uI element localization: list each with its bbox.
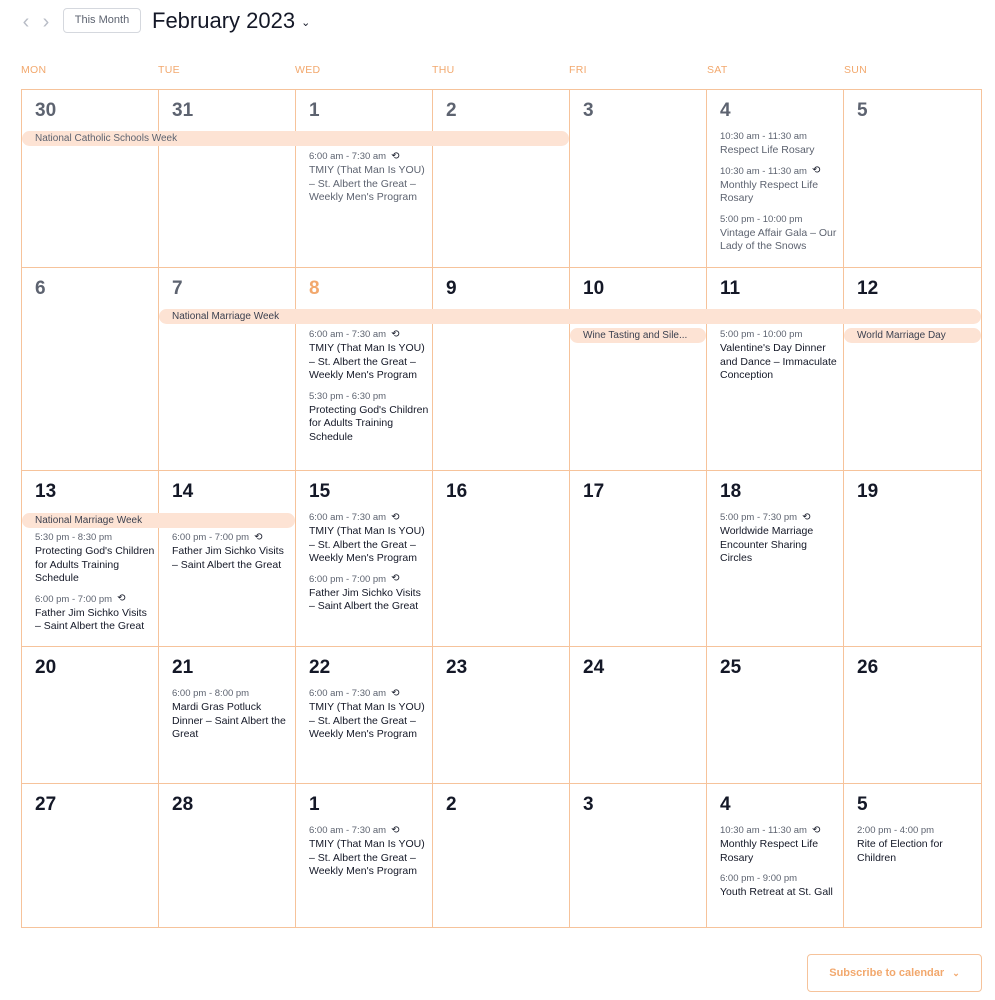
calendar-event[interactable] [35, 593, 155, 634]
day-cell[interactable] [707, 471, 844, 647]
day-cell[interactable] [22, 90, 159, 268]
event-time [857, 824, 977, 837]
event-title[interactable]: Father Jim Sichko Visits – Saint Albert the Great [309, 586, 421, 612]
day-number[interactable]: 10 [583, 278, 605, 299]
event-title[interactable]: TMIY (That Man Is YOU) – St. Albert the Great – Weekly Men's Program [309, 525, 425, 564]
event-title[interactable]: TMIY (That Man Is YOU) – St. Albert the Great – Weekly Men's Program [309, 164, 425, 203]
event-title[interactable]: Youth Retreat at St. Gall [720, 886, 833, 898]
event-time [720, 213, 840, 226]
day-number[interactable]: 4 [720, 794, 731, 815]
event-title[interactable]: Worldwide Marriage Encounter Sharing Circles [720, 525, 814, 564]
recurring-icon: ⟲ [811, 165, 821, 176]
multi-day-event-bar[interactable]: Wine Tasting and Sile... [570, 328, 706, 343]
event-time [720, 130, 840, 143]
day-number[interactable]: 15 [309, 481, 331, 502]
day-number[interactable]: 25 [720, 657, 742, 678]
month-picker[interactable] [152, 6, 310, 36]
event-time [309, 150, 429, 163]
calendar-event[interactable] [720, 824, 840, 865]
calendar-event[interactable] [309, 390, 429, 445]
day-cell[interactable] [159, 268, 296, 471]
day-number[interactable]: 20 [35, 657, 57, 678]
day-number[interactable]: 2 [446, 100, 457, 121]
event-title[interactable]: Mardi Gras Potluck Dinner – Saint Albert the Great [172, 701, 286, 740]
day-cell[interactable] [296, 471, 433, 647]
calendar-event[interactable] [309, 150, 429, 205]
calendar-event[interactable] [309, 328, 429, 383]
day-cell[interactable] [433, 647, 570, 784]
day-cell[interactable] [296, 268, 433, 471]
event-time-text: 6:00 am - 7:30 am [309, 151, 387, 162]
event-time-text: 10:30 am - 11:30 am [720, 165, 807, 177]
event-title[interactable]: Father Jim Sichko Visits – Saint Albert the Great [172, 545, 284, 571]
recurring-icon: ⟲ [802, 511, 811, 523]
day-cell[interactable] [159, 471, 296, 647]
recurring-icon: ⟲ [391, 328, 400, 340]
chevron-down-icon: ⌄ [952, 967, 960, 978]
day-cell[interactable] [570, 647, 707, 784]
day-cell[interactable] [433, 784, 570, 928]
calendar-event[interactable] [720, 328, 840, 383]
event-title[interactable]: TMIY (That Man Is YOU) – St. Albert the Great – Weekly Men's Program [309, 701, 425, 740]
this-month-button[interactable]: This Month [63, 8, 141, 33]
day-number[interactable]: 30 [35, 100, 57, 121]
event-time-text: 6:00 pm - 7:00 pm [309, 573, 387, 585]
day-number[interactable]: 21 [172, 657, 194, 678]
event-title[interactable]: Protecting God's Children for Adults Training Schedule [35, 545, 155, 584]
weekday-header: FRI [569, 64, 587, 76]
weekday-header: SUN [844, 64, 868, 76]
calendar-grid [21, 89, 982, 928]
day-number[interactable]: 4 [720, 100, 731, 121]
event-time-text: 6:00 am - 7:30 am [309, 329, 387, 340]
event-time [720, 165, 840, 178]
recurring-icon: ⟲ [391, 150, 400, 162]
day-number[interactable]: 17 [583, 481, 605, 502]
day-cell[interactable] [296, 90, 433, 268]
event-time-text: 10:30 am - 11:30 am [720, 131, 807, 142]
day-cell[interactable] [707, 647, 844, 784]
day-cell[interactable] [844, 784, 981, 928]
event-time [309, 687, 429, 700]
event-time-text: 6:00 am - 7:30 am [309, 688, 387, 699]
event-time-text: 5:00 pm - 10:00 pm [720, 213, 803, 225]
day-number[interactable]: 1 [309, 794, 320, 815]
day-number[interactable]: 19 [857, 481, 879, 502]
event-time [309, 824, 429, 837]
event-time [720, 824, 840, 837]
event-time [35, 593, 155, 606]
recurring-icon: ⟲ [811, 824, 821, 836]
day-cell[interactable] [296, 647, 433, 784]
day-cell[interactable] [570, 268, 707, 471]
event-time [309, 511, 429, 524]
calendar-event[interactable] [35, 531, 155, 586]
day-number[interactable]: 9 [446, 278, 457, 299]
event-time-text: 2:00 pm - 4:00 pm [857, 825, 935, 836]
day-number[interactable]: 26 [857, 657, 879, 678]
day-cell[interactable] [159, 784, 296, 928]
event-title[interactable]: TMIY (That Man Is YOU) – St. Albert the Great – Weekly Men's Program [309, 342, 425, 381]
day-cell[interactable] [159, 647, 296, 784]
day-cell[interactable] [707, 784, 844, 928]
calendar-event[interactable] [309, 511, 429, 566]
event-time [309, 573, 429, 586]
event-time-text: 6:00 pm - 9:00 pm [720, 873, 798, 884]
event-title[interactable]: Monthly Respect Life Rosary [720, 178, 819, 204]
day-cell[interactable] [22, 268, 159, 471]
event-time-text: 6:00 am - 7:30 am [309, 825, 387, 836]
event-time-text: 5:30 pm - 6:30 pm [309, 390, 387, 402]
recurring-icon: ⟲ [391, 687, 400, 699]
calendar-event[interactable] [720, 213, 840, 254]
weekday-header: TUE [158, 64, 180, 76]
day-number[interactable]: 5 [857, 100, 868, 121]
calendar-event[interactable] [857, 824, 977, 865]
day-cell[interactable] [433, 268, 570, 471]
event-time-text: 6:00 pm - 7:00 pm [35, 593, 113, 605]
day-number[interactable]: 5 [857, 794, 868, 815]
event-time-text: 10:30 am - 11:30 am [720, 825, 807, 836]
event-time [35, 531, 155, 544]
day-cell[interactable] [22, 471, 159, 647]
day-number[interactable]: 8 [309, 278, 320, 299]
calendar-event[interactable] [309, 573, 429, 614]
event-title[interactable]: Father Jim Sichko Visits – Saint Albert the Great [35, 606, 147, 632]
recurring-icon: ⟲ [391, 824, 400, 836]
event-time [172, 531, 292, 544]
event-title[interactable]: Valentine's Day Dinner and Dance – Immaculate Conception [720, 342, 837, 381]
recurring-icon: ⟲ [254, 531, 263, 543]
day-cell[interactable] [22, 647, 159, 784]
multi-day-event-bar[interactable]: National Marriage Week [22, 513, 295, 528]
day-number[interactable]: 2 [446, 794, 457, 815]
day-number[interactable]: 14 [172, 481, 194, 502]
day-number[interactable]: 3 [583, 100, 594, 121]
event-title[interactable]: Rite of Election for Children [857, 838, 943, 864]
event-time-text: 6:00 pm - 7:00 pm [172, 532, 250, 543]
weekday-header: SAT [707, 64, 728, 76]
calendar-event[interactable] [172, 531, 292, 572]
day-cell[interactable] [433, 90, 570, 268]
month-title: February 2023 [152, 8, 296, 33]
day-cell[interactable] [707, 90, 844, 268]
event-title[interactable]: Respect Life Rosary [720, 144, 815, 156]
event-time-text: 6:00 am - 7:30 am [309, 512, 387, 523]
day-cell[interactable] [433, 471, 570, 647]
day-cell[interactable] [707, 268, 844, 471]
day-number[interactable]: 22 [309, 657, 331, 678]
event-time-text: 5:00 pm - 10:00 pm [720, 329, 803, 340]
day-number[interactable]: 18 [720, 481, 742, 502]
day-cell[interactable] [570, 784, 707, 928]
day-cell[interactable] [570, 471, 707, 647]
prev-month-icon[interactable]: ‹ [22, 11, 30, 33]
event-title[interactable]: Monthly Respect Life Rosary [720, 838, 819, 864]
event-time [172, 687, 292, 700]
chevron-down-icon: ⌄ [301, 17, 311, 29]
day-number[interactable]: 31 [172, 100, 194, 121]
day-number[interactable]: 13 [35, 481, 57, 502]
event-time-text: 5:30 pm - 8:30 pm [35, 532, 113, 543]
day-number[interactable]: 7 [172, 278, 183, 299]
event-title[interactable]: Vintage Affair Gala – Our Lady of the Snows [720, 226, 837, 252]
multi-day-event-bar[interactable]: National Marriage Week [159, 309, 981, 324]
event-time-text: 5:00 pm - 7:30 pm [720, 512, 798, 523]
day-number[interactable]: 27 [35, 794, 57, 815]
multi-day-event-bar[interactable]: World Marriage Day [844, 328, 981, 343]
day-number[interactable]: 16 [446, 481, 468, 502]
day-cell[interactable] [570, 90, 707, 268]
weekday-header: WED [295, 64, 321, 76]
recurring-icon: ⟲ [391, 511, 400, 523]
day-cell[interactable] [844, 647, 981, 784]
day-cell[interactable] [844, 90, 981, 268]
day-cell[interactable] [844, 471, 981, 647]
weekday-header: THU [432, 64, 455, 76]
day-number[interactable]: 12 [857, 278, 879, 299]
event-time [309, 390, 429, 403]
event-time [720, 511, 840, 524]
subscribe-to-calendar-button[interactable] [807, 954, 982, 992]
day-number[interactable]: 3 [583, 794, 594, 815]
day-number[interactable]: 11 [720, 278, 741, 299]
subscribe-label: Subscribe to calendar [829, 967, 945, 979]
day-number[interactable]: 24 [583, 657, 605, 678]
calendar-event[interactable] [720, 872, 840, 900]
event-title[interactable]: Protecting God's Children for Adults Training Schedule [309, 403, 429, 443]
calendar-event[interactable] [720, 130, 840, 158]
next-month-icon[interactable]: › [42, 11, 50, 33]
calendar-event[interactable] [309, 824, 429, 879]
weekday-header: MON [21, 64, 47, 76]
day-cell[interactable] [159, 90, 296, 268]
event-time [720, 872, 840, 885]
calendar-event[interactable] [172, 687, 292, 742]
event-title[interactable]: TMIY (That Man Is YOU) – St. Albert the Great – Weekly Men's Program [309, 838, 425, 877]
calendar-event[interactable] [720, 511, 840, 566]
multi-day-event-bar[interactable]: National Catholic Schools Week [22, 131, 569, 146]
event-time [309, 328, 429, 341]
calendar-event[interactable] [720, 165, 840, 206]
day-cell[interactable] [296, 784, 433, 928]
calendar-event[interactable] [309, 687, 429, 742]
event-time-text: 6:00 pm - 8:00 pm [172, 688, 250, 699]
day-number[interactable]: 23 [446, 657, 468, 678]
day-number[interactable]: 28 [172, 794, 194, 815]
recurring-icon: ⟲ [117, 593, 126, 604]
day-number[interactable]: 1 [309, 100, 320, 121]
event-time [720, 328, 840, 341]
recurring-icon: ⟲ [391, 573, 400, 584]
day-number[interactable]: 6 [35, 278, 46, 299]
day-cell[interactable] [844, 268, 981, 471]
day-cell[interactable] [22, 784, 159, 928]
